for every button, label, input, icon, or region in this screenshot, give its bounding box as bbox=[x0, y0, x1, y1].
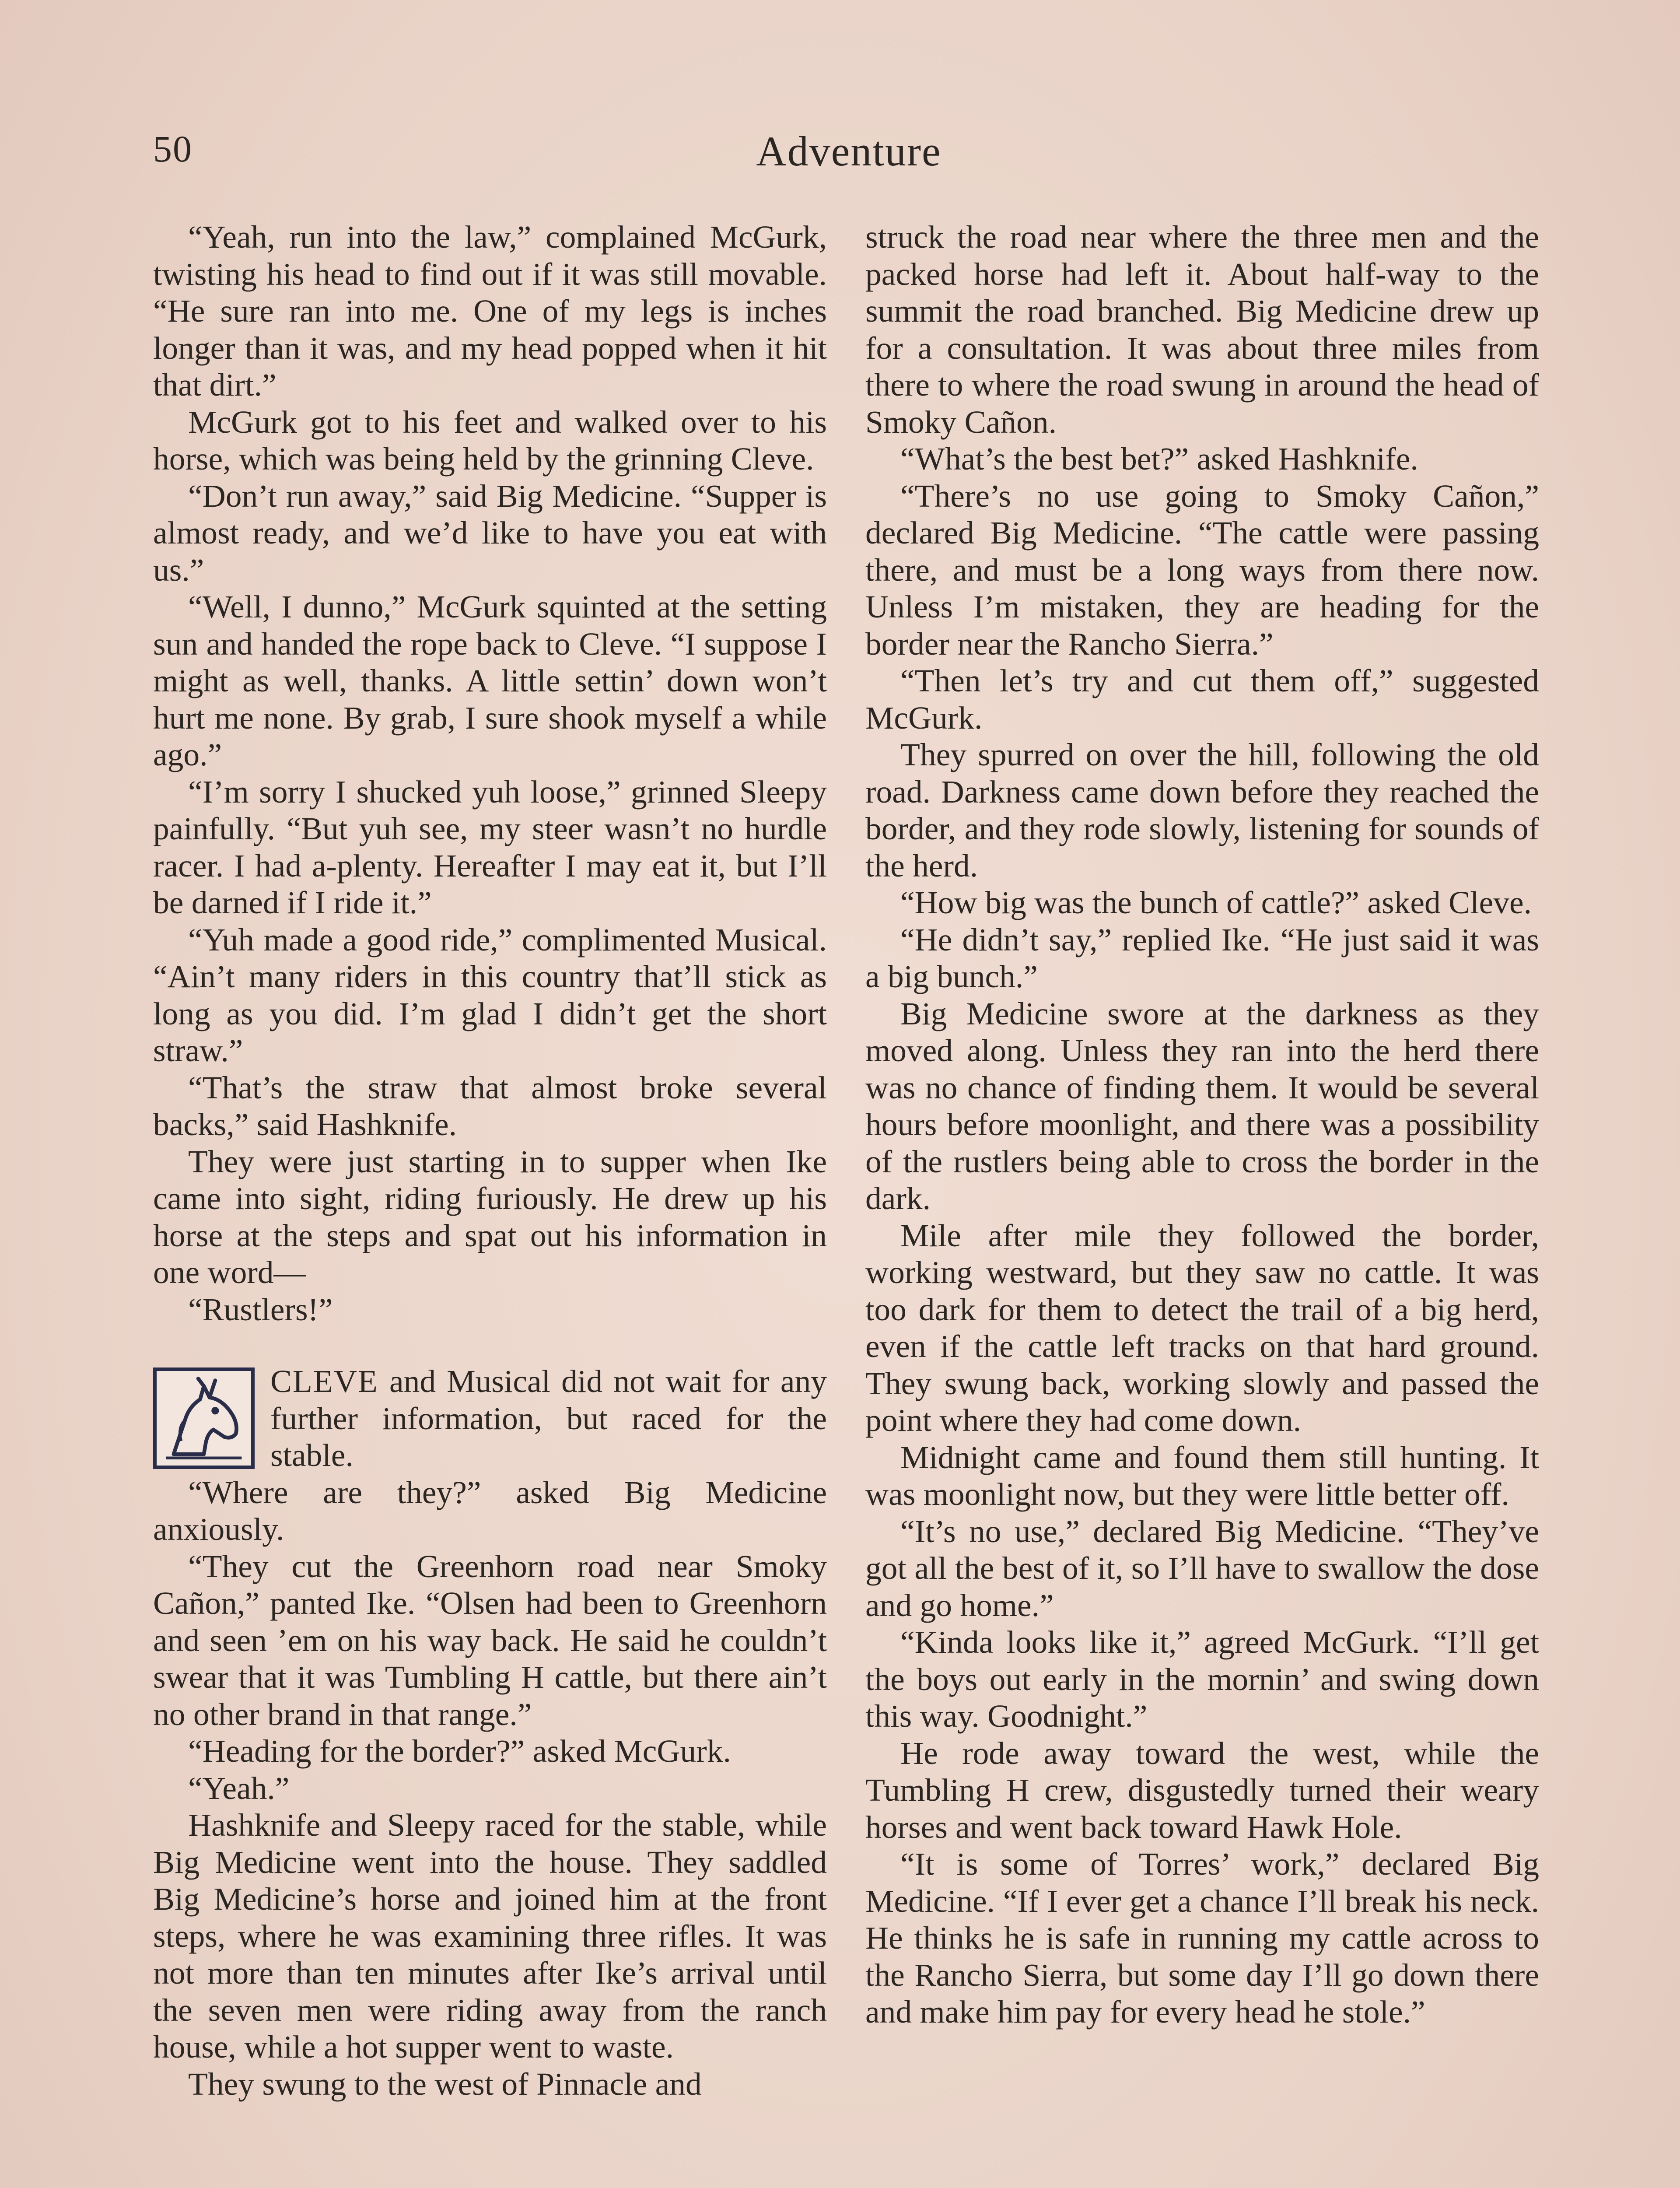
section-opening bbox=[153, 1363, 827, 1474]
paragraph: struck the road near where the three men and the packed horse had left it. About half-way to the summit the road branched. Big Medicine drew up for a consultation. It was about three miles from there to where the road swung in around the head of Smoky Cañon. bbox=[865, 219, 1539, 440]
paragraph: “Then let’s try and cut them off,” suggested McGurk. bbox=[865, 663, 1539, 736]
paragraph: “It’s no use,” declared Big Medicine. “They’ve got all the best of it, so I’ll have to swallow the dose and go home.” bbox=[865, 1513, 1539, 1623]
horse-head-icon-drawing bbox=[157, 1371, 251, 1466]
paragraph: “Rustlers!” bbox=[188, 1291, 333, 1327]
paragraph: “Well, I dunno,” McGurk squinted at the setting sun and handed the rope back to Cleve. “I suppose I might as well, thanks. A little settin’ down won’t hurt me none. By grab, I sure shook myself a while ago.” bbox=[153, 589, 827, 772]
paragraph: “He didn’t say,” replied Ike. “He just said it was a big bunch.” bbox=[865, 922, 1539, 994]
page-number: 50 bbox=[153, 128, 192, 170]
paragraph: Midnight came and found them still hunting. It was moonlight now, but they were little better off. bbox=[865, 1439, 1539, 1512]
paragraph: “It is some of Torres’ work,” declared Big Medicine. “If I ever get a chance I’ll break his neck. He thinks he is safe in running my cattle across to the Rancho Sierra, but some day I’ll go down there and make him pay for every head he stole.” bbox=[865, 1846, 1539, 2030]
paragraph: “Heading for the border?” asked McGurk. bbox=[188, 1733, 731, 1769]
paragraph: “Where are they?” asked Big Medicine anxiously. bbox=[153, 1474, 827, 1547]
paragraph: “That’s the straw that almost broke several backs,” said Hashknife. bbox=[153, 1069, 827, 1142]
horse-head-icon bbox=[153, 1368, 255, 1469]
paragraph: “What’s the best bet?” asked Hashknife. bbox=[900, 441, 1418, 477]
paragraph: “Kinda looks like it,” agreed McGurk. “I’ll get the boys out early in the mornin’ and swing down this way. Goodnight.” bbox=[865, 1624, 1539, 1734]
paragraph: “Yeah, run into the law,” complained McGurk, twisting his head to find out if it was still movable. “He sure ran into me. One of my legs is inches longer than it was, and my head popped when it hit that dirt.” bbox=[153, 219, 827, 403]
paragraph: Big Medicine swore at the darkness as they moved along. Unless they ran into the herd there was no chance of finding them. It would be several hours before moonlight, and there was a possibility of the rustlers being able to cross the border in the dark. bbox=[865, 996, 1539, 1216]
paragraph: Hashknife and Sleepy raced for the stable, while Big Medicine went into the house. They saddled Big Medicine’s horse and joined him at the front steps, where he was examining three rifles. It was not more than ten minutes after Ike’s arrival until the seven men were riding away from the ranch house, while a hot supper went to waste. bbox=[153, 1807, 827, 2065]
paragraph: McGurk got to his feet and walked over to his horse, which was being held by the grinning Cleve. bbox=[153, 404, 827, 477]
paragraph: They were just starting in to supper when Ike came into sight, riding furiously. He drew up his horse at the steps and spat out his information in one word— bbox=[153, 1143, 827, 1290]
paragraph: They spurred on over the hill, following the old road. Darkness came down before they reached the border, and they rode slowly, listening for sounds of the herd. bbox=[865, 737, 1539, 884]
text-column-left bbox=[153, 219, 827, 2188]
lead-word: CLEVE bbox=[270, 1364, 378, 1399]
paragraph: They swung to the west of Pinnacle and bbox=[188, 2066, 702, 2102]
paragraph: “I’m sorry I shucked yuh loose,” grinned Sleepy painfully. “But yuh see, my steer wasn’t no hurdle racer. I had a-plenty. Hereafter I may eat it, but I’ll be darned if I ride it.” bbox=[153, 774, 827, 920]
paragraph: “Yeah.” bbox=[188, 1770, 290, 1806]
running-head-title: Adventure bbox=[756, 128, 942, 175]
paragraph: “Don’t run away,” said Big Medicine. “Supper is almost ready, and we’d like to have you eat with us.” bbox=[153, 478, 827, 588]
paragraph: “Yuh made a good ride,” complimented Musical. “Ain’t many riders in this country that’ll stick as long as you did. I’m glad I didn’t get the short straw.” bbox=[153, 922, 827, 1068]
page-header bbox=[153, 127, 1544, 188]
paragraph: He rode away toward the west, while the Tumbling H crew, disgustedly turned their weary horses and went back toward Hawk Hole. bbox=[865, 1735, 1539, 1845]
paragraph: “They cut the Greenhorn road near Smoky Cañon,” panted Ike. “Olsen had been to Greenhorn and seen ’em on his way back. He said he couldn’t swear that it was Tumbling H cattle, but there ain’t no other brand in that range.” bbox=[153, 1548, 827, 1732]
paragraph: Mile after mile they followed the border, working westward, but they saw no cattle. It was too dark for them to detect the trail of a big herd, even if the cattle left tracks on that hard ground. They swung back, working slowly and passed the point where they had come down. bbox=[865, 1217, 1539, 1438]
paragraph: “How big was the bunch of cattle?” asked Cleve. bbox=[900, 885, 1532, 920]
text-column-right bbox=[865, 219, 1539, 2188]
paragraph-rest: and Musical did not wait for any further information, but raced for the stable. bbox=[270, 1364, 827, 1473]
paragraph: “There’s no use going to Smoky Cañon,” declared Big Medicine. “The cattle were passing there, and must be a long ways from there now. Unless I’m mistaken, they are heading for the border near the Rancho Sierra.” bbox=[865, 478, 1539, 662]
